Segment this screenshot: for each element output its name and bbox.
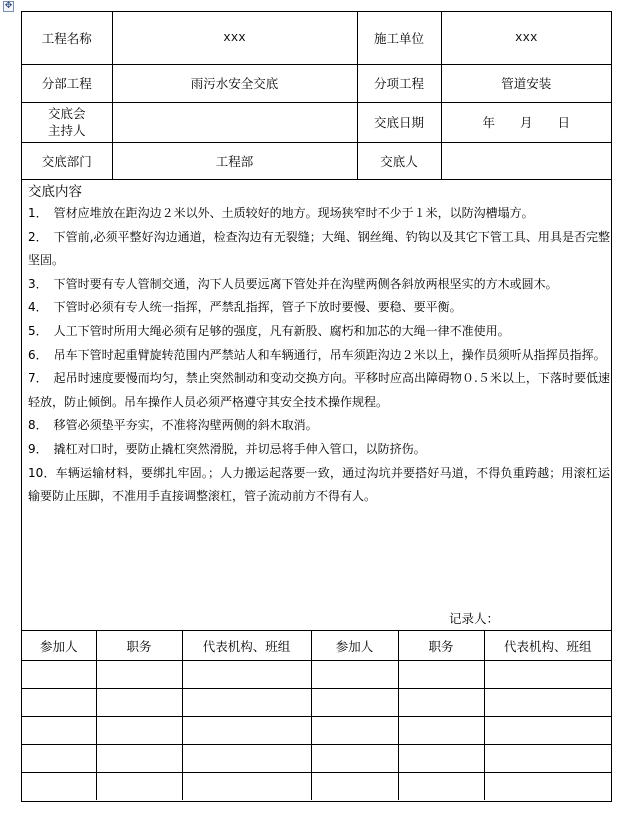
column-header: 职务 bbox=[96, 631, 182, 661]
table-cell[interactable] bbox=[398, 773, 484, 801]
table-cell[interactable] bbox=[311, 773, 398, 801]
briefing-item: 9． 撬杠对口时，要防止撬杠突然滑脱，并切忌将手伸入管口，以防挤伤。 bbox=[28, 441, 426, 456]
move-handle-icon[interactable]: ✥ bbox=[4, 1, 13, 11]
subitem-label: 分项工程 bbox=[357, 64, 441, 102]
briefing-item: 4． 下管时必须有专人统一指挥，严禁乱指挥，管子下放时要慢、要稳、要平衡。 bbox=[28, 300, 462, 315]
column-header: 职务 bbox=[398, 631, 484, 661]
department-value[interactable]: 工程部 bbox=[112, 142, 357, 179]
recorder-label: 记录人： bbox=[449, 611, 500, 626]
table-row bbox=[22, 745, 611, 773]
briefing-date-label: 交底日期 bbox=[357, 102, 441, 142]
table-cell[interactable] bbox=[96, 745, 182, 773]
table-cell[interactable] bbox=[22, 689, 96, 717]
table-cell[interactable] bbox=[22, 745, 96, 773]
subitem-value[interactable]: 管道安装 bbox=[441, 64, 611, 102]
table-cell[interactable] bbox=[484, 717, 611, 745]
division-value[interactable]: 雨污水安全交底 bbox=[112, 64, 357, 102]
construction-unit-value[interactable]: xxx bbox=[441, 12, 611, 64]
table-cell[interactable] bbox=[484, 773, 611, 801]
meeting-host-label-line2: 主持人 bbox=[47, 123, 86, 138]
department-label: 交底部门 bbox=[22, 142, 112, 179]
content-title: 交底内容 bbox=[28, 184, 82, 200]
briefing-item: 5． 人工下管时所用大绳必须有足够的强度，凡有新股、腐朽和加芯的大绳一律不准使用。 bbox=[28, 323, 510, 338]
meeting-host-label bbox=[22, 102, 112, 142]
briefing-item: 6． 吊车下管时起重臂旋转范围内严禁站人和车辆通行，吊车须距沟边２米以上，操作员须听从指挥员指挥。 bbox=[28, 347, 606, 362]
table-cell[interactable] bbox=[311, 689, 398, 717]
table-cell[interactable] bbox=[311, 745, 398, 773]
table-row bbox=[22, 717, 611, 745]
participants-header-row bbox=[22, 631, 611, 661]
participants-table bbox=[22, 630, 611, 800]
project-name-value[interactable]: xxx bbox=[112, 12, 357, 64]
header-row-division bbox=[22, 64, 611, 102]
header-row-department bbox=[22, 142, 611, 179]
header-row-meeting bbox=[22, 102, 611, 142]
header-table bbox=[22, 12, 611, 180]
table-cell[interactable] bbox=[22, 717, 96, 745]
column-header: 参加人 bbox=[22, 631, 96, 661]
column-header: 代表机构、班组 bbox=[182, 631, 311, 661]
table-cell[interactable] bbox=[484, 689, 611, 717]
table-row bbox=[22, 661, 611, 689]
briefing-items-list bbox=[28, 202, 610, 509]
column-header: 代表机构、班组 bbox=[484, 631, 611, 661]
header-row-project bbox=[22, 12, 611, 64]
briefing-item: 8． 移管必须垫平夯实，不准将沟壁两侧的斜木取消。 bbox=[28, 418, 318, 433]
briefing-item: 7． 起吊时速度要慢而均匀，禁止突然制动和变动交换方向。平移时应高出障碍物０.５米以上，下落时要低速轻放，防止倾倒。吊车操作人员必须严格遵守其安全技术操作规程。 bbox=[28, 371, 610, 409]
table-cell[interactable] bbox=[398, 717, 484, 745]
table-cell[interactable] bbox=[484, 745, 611, 773]
table-cell[interactable] bbox=[311, 661, 398, 689]
table-row bbox=[22, 689, 611, 717]
table-cell[interactable] bbox=[182, 717, 311, 745]
briefing-date-value[interactable]: 年 月 日 bbox=[441, 102, 611, 142]
meeting-host-value[interactable] bbox=[112, 102, 357, 142]
table-cell[interactable] bbox=[311, 717, 398, 745]
construction-unit-label: 施工单位 bbox=[357, 12, 441, 64]
meeting-host-label-line1: 交底会 bbox=[47, 106, 86, 121]
briefing-item: 3． 下管时要有专人管制交通，沟下人员要远离下管处并在沟壁两侧各斜放两根坚实的方木或圆木。 bbox=[28, 276, 558, 291]
table-cell[interactable] bbox=[96, 717, 182, 745]
table-cell[interactable] bbox=[96, 773, 182, 801]
table-cell[interactable] bbox=[182, 689, 311, 717]
table-cell[interactable] bbox=[398, 745, 484, 773]
table-cell[interactable] bbox=[96, 661, 182, 689]
briefing-item: 10．车辆运输材料，要绑扎牢固。；人力搬运起落要一致，通过沟坑并要搭好马道，不得负重跨越；用滚杠运输要防止压脚，不准用手直接调整滚杠，管子流动前方不得有人。 bbox=[28, 465, 610, 504]
table-cell[interactable] bbox=[22, 773, 96, 801]
table-cell[interactable] bbox=[182, 773, 311, 801]
table-cell[interactable] bbox=[484, 661, 611, 689]
briefer-value[interactable] bbox=[441, 142, 611, 179]
table-cell[interactable] bbox=[398, 689, 484, 717]
briefing-content-section bbox=[22, 179, 611, 630]
table-cell[interactable] bbox=[398, 661, 484, 689]
project-name-label: 工程名称 bbox=[22, 12, 112, 64]
briefing-item: 2． 下管前,必须平整好沟边通道，检查沟边有无裂缝；大绳、钢丝绳、钓钩以及其它下管工具、用具是否完整坚固。 bbox=[28, 229, 610, 268]
briefing-item: 1． 管材应堆放在距沟边２米以外、土质较好的地方。现场狭窄时不少于１米，以防沟槽塌方。 bbox=[28, 206, 534, 220]
table-cell[interactable] bbox=[182, 745, 311, 773]
safety-briefing-form bbox=[21, 11, 612, 802]
table-cell[interactable] bbox=[96, 689, 182, 717]
table-cell[interactable] bbox=[22, 661, 96, 689]
table-cell[interactable] bbox=[182, 661, 311, 689]
briefer-label: 交底人 bbox=[357, 142, 441, 179]
column-header: 参加人 bbox=[311, 631, 398, 661]
table-row bbox=[22, 773, 611, 801]
division-label: 分部工程 bbox=[22, 64, 112, 102]
